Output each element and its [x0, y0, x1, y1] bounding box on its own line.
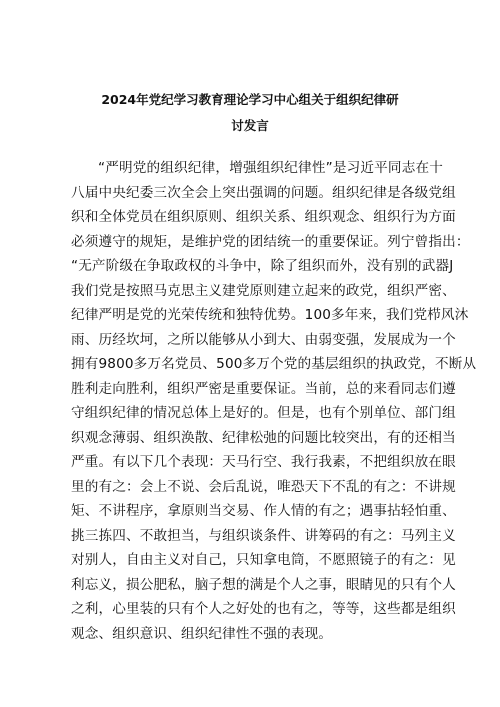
body-line: 守组织纪律的情况总体上是好的。但是，也有个别单位、部门组	[71, 405, 456, 421]
body-line: 必须遵守的规矩，是维护党的团结统一的重要保证。列宁曾指出：	[71, 233, 470, 250]
document-title-line-2: 讨发言	[231, 118, 269, 133]
document-title-line-1: 2024年党纪学习教育理论学习中心组关于组织纪律研	[101, 92, 399, 107]
body-line: “严明党的组织纪律，增强组织纪律性”是习近平同志在十	[98, 160, 443, 176]
body-line: 织观念薄弱、组织涣散、纪律松弛的问题比较突出，有的还相当	[71, 429, 456, 446]
body-line: 对别人，自由主义对自己，只知拿电筒，不愿照镜子的有之：见	[71, 552, 456, 568]
body-line: 利忘义，损公肥私，脑子想的满是个人之事，眼睛见的只有个人	[71, 576, 456, 593]
body-line: 八届中央纪委三次全会上突出强调的问题。组织纪律是各级党组	[71, 184, 456, 201]
body-line: 挑三拣四、不敢担当，与组织谈条件、讲筹码的有之：马列主义	[71, 527, 456, 544]
body-line: 胜利走向胜利，组织严密是重要保证。当前，总的来看同志们遵	[71, 380, 456, 397]
body-line: 织和全体党员在组织原则、组织关系、组织观念、组织行为方面	[71, 209, 456, 225]
body-line: 里的有之：会上不说、会后乱说，唯恐天下不乱的有之：不讲规	[71, 478, 456, 495]
document-body	[71, 156, 477, 646]
body-line: 雨、历经坎坷，之所以能够从小到大、由弱变强，发展成为一个	[71, 331, 456, 348]
body-line: 严重。有以下几个表现：天马行空、我行我素，不把组织放在眼	[71, 454, 456, 470]
body-line: 拥有9800多万名党员、500多万个党的基层组织的执政党，不断从	[71, 356, 477, 372]
body-line: 纪律严明是党的光荣传统和独特优势。100多年来，我们党栉风沐	[71, 307, 469, 323]
body-line: “无产阶级在争取政权的斗争中，除了组织而外，没有别的武器J	[71, 258, 454, 274]
body-line: 我们党是按照马克思主义建党原则建立起来的政党，组织严密、	[71, 282, 456, 299]
body-line: 矩、不讲程序，拿原则当交易、作人情的有之；遇事拈轻怕重、	[71, 503, 456, 519]
body-line: 之利，心里装的只有个人之好处的也有之，等等，这些都是组织	[71, 601, 456, 617]
body-line: 观念、组织意识、组织纪律性不强的表现。	[71, 625, 333, 642]
